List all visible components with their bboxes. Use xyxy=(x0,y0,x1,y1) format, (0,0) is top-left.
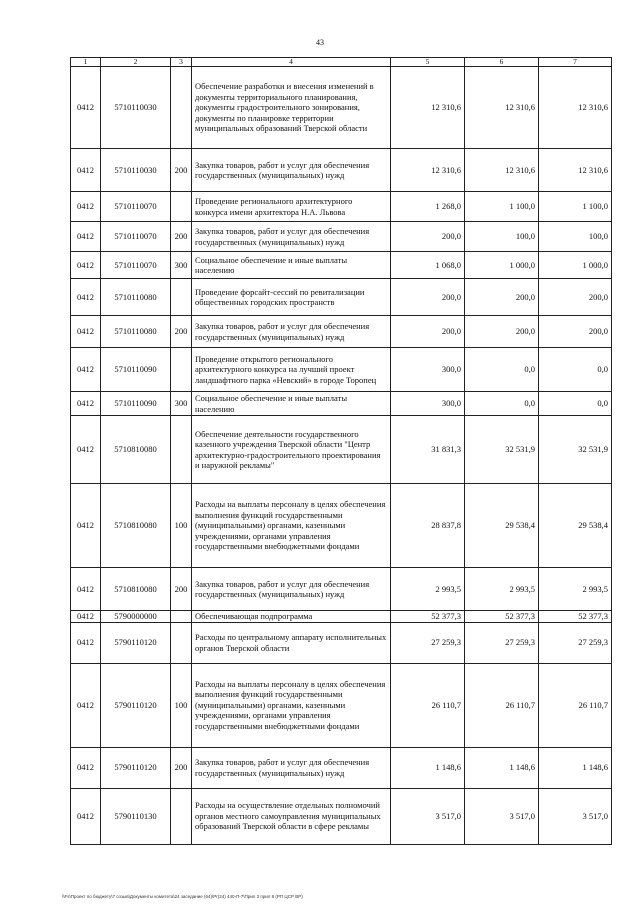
col-header-3: 3 xyxy=(171,58,192,67)
amount-year2-cell: 2 993,5 xyxy=(465,568,539,611)
table-row xyxy=(71,252,612,279)
razdel-code-cell: 0412 xyxy=(71,192,101,222)
budget-table xyxy=(70,57,612,845)
target-article-cell: 5710110030 xyxy=(101,149,171,192)
expense-type-cell xyxy=(171,416,192,484)
target-article-cell: 5710110070 xyxy=(101,252,171,279)
amount-year1-cell: 200,0 xyxy=(391,316,465,348)
amount-year2-cell: 200,0 xyxy=(465,316,539,348)
target-article-cell: 5710110070 xyxy=(101,192,171,222)
amount-year1-cell: 1 268,0 xyxy=(391,192,465,222)
col-header-7: 7 xyxy=(539,58,612,67)
amount-year2-cell: 26 110,7 xyxy=(465,663,539,747)
razdel-code-cell: 0412 xyxy=(71,348,101,392)
table-row xyxy=(71,622,612,663)
expense-type-cell xyxy=(171,788,192,844)
amount-year1-cell: 12 310,6 xyxy=(391,67,465,149)
table-row xyxy=(71,747,612,788)
amount-year2-cell: 100,0 xyxy=(465,222,539,252)
target-article-cell: 5790110120 xyxy=(101,663,171,747)
amount-year3-cell: 2 993,5 xyxy=(539,568,612,611)
item-name-cell: Проведение форсайт-сессий по ревитализации общественных городских пространств xyxy=(192,279,391,316)
table-row xyxy=(71,788,612,844)
target-article-cell: 5710810080 xyxy=(101,484,171,568)
item-name-cell: Расходы на осуществление отдельных полномочий органов местного самоуправления муниципальных образований Тверской области в сфере рекламы xyxy=(192,788,391,844)
table-row xyxy=(71,149,612,192)
item-name-cell: Закупка товаров, работ и услуг для обеспечения государственных (муниципальных) нужд xyxy=(192,149,391,192)
expense-type-cell: 300 xyxy=(171,252,192,279)
table-row xyxy=(71,392,612,416)
table-row xyxy=(71,416,612,484)
item-name-cell: Расходы на выплаты персоналу в целях обеспечения выполнения функций государственными (муниципальными) органами, казенными учреждениями, органами управления государственными внебюджетными фондами xyxy=(192,484,391,568)
table-row xyxy=(71,568,612,611)
table-row xyxy=(71,67,612,149)
col-header-6: 6 xyxy=(465,58,539,67)
expense-type-cell: 100 xyxy=(171,484,192,568)
expense-type-cell xyxy=(171,67,192,149)
col-header-1: 1 xyxy=(71,58,101,67)
target-article-cell: 5710110090 xyxy=(101,348,171,392)
table-row xyxy=(71,279,612,316)
amount-year1-cell: 200,0 xyxy=(391,222,465,252)
expense-type-cell xyxy=(171,192,192,222)
target-article-cell: 5710810080 xyxy=(101,568,171,611)
table-row xyxy=(71,663,612,747)
amount-year2-cell: 32 531,9 xyxy=(465,416,539,484)
amount-year2-cell: 0,0 xyxy=(465,348,539,392)
item-name-cell: Закупка товаров, работ и услуг для обеспечения государственных (муниципальных) нужд xyxy=(192,568,391,611)
item-name-cell: Закупка товаров, работ и услуг для обеспечения государственных (муниципальных) нужд xyxy=(192,222,391,252)
razdel-code-cell: 0412 xyxy=(71,316,101,348)
item-name-cell: Обеспечивающая подпрограмма xyxy=(192,611,391,623)
table-row xyxy=(71,348,612,392)
amount-year3-cell: 12 310,6 xyxy=(539,67,612,149)
amount-year3-cell: 0,0 xyxy=(539,392,612,416)
razdel-code-cell: 0412 xyxy=(71,484,101,568)
amount-year3-cell: 1 100,0 xyxy=(539,192,612,222)
expense-type-cell: 200 xyxy=(171,568,192,611)
amount-year1-cell: 1 068,0 xyxy=(391,252,465,279)
item-name-cell: Социальное обеспечение и иные выплаты населению xyxy=(192,252,391,279)
amount-year1-cell: 200,0 xyxy=(391,279,465,316)
amount-year2-cell: 12 310,6 xyxy=(465,149,539,192)
item-name-cell: Расходы на выплаты персоналу в целях обеспечения выполнения функций государственными (муниципальными) органами, казенными учреждениями, органами управления государственными внебюджетными фондами xyxy=(192,663,391,747)
amount-year3-cell: 200,0 xyxy=(539,316,612,348)
amount-year2-cell: 29 538,4 xyxy=(465,484,539,568)
razdel-code-cell: 0412 xyxy=(71,568,101,611)
razdel-code-cell: 0412 xyxy=(71,279,101,316)
razdel-code-cell: 0412 xyxy=(71,392,101,416)
item-name-cell: Обеспечение разработки и внесения изменений в документы территориального планирования, документы градостроительного зонирования, документы по планировке территории муниципальных образований Тверской области xyxy=(192,67,391,149)
table-row xyxy=(71,316,612,348)
amount-year3-cell: 1 148,6 xyxy=(539,747,612,788)
expense-type-cell xyxy=(171,622,192,663)
item-name-cell: Обеспечение деятельности государственного казенного учреждения Тверской области "Центр архитектурно-градостроительного проектирования и наружной рекламы" xyxy=(192,416,391,484)
table-row xyxy=(71,484,612,568)
amount-year3-cell: 1 000,0 xyxy=(539,252,612,279)
amount-year2-cell: 52 377,3 xyxy=(465,611,539,623)
item-name-cell: Закупка товаров, работ и услуг для обеспечения государственных (муниципальных) нужд xyxy=(192,316,391,348)
amount-year1-cell: 26 110,7 xyxy=(391,663,465,747)
amount-year1-cell: 52 377,3 xyxy=(391,611,465,623)
razdel-code-cell: 0412 xyxy=(71,663,101,747)
item-name-cell: Закупка товаров, работ и услуг для обеспечения государственных (муниципальных) нужд xyxy=(192,747,391,788)
amount-year1-cell: 1 148,6 xyxy=(391,747,465,788)
page-number: 43 xyxy=(316,38,324,47)
amount-year3-cell: 27 259,3 xyxy=(539,622,612,663)
amount-year2-cell: 1 000,0 xyxy=(465,252,539,279)
amount-year1-cell: 12 310,6 xyxy=(391,149,465,192)
target-article-cell: 5710810080 xyxy=(101,416,171,484)
amount-year1-cell: 2 993,5 xyxy=(391,568,465,611)
expense-type-cell: 200 xyxy=(171,222,192,252)
target-article-cell: 5790110120 xyxy=(101,747,171,788)
amount-year1-cell: 300,0 xyxy=(391,348,465,392)
razdel-code-cell: 0412 xyxy=(71,149,101,192)
expense-type-cell xyxy=(171,348,192,392)
amount-year3-cell: 100,0 xyxy=(539,222,612,252)
amount-year3-cell: 26 110,7 xyxy=(539,663,612,747)
amount-year2-cell: 1 148,6 xyxy=(465,747,539,788)
amount-year2-cell: 12 310,6 xyxy=(465,67,539,149)
target-article-cell: 5790110130 xyxy=(101,788,171,844)
amount-year3-cell: 3 517,0 xyxy=(539,788,612,844)
amount-year2-cell: 0,0 xyxy=(465,392,539,416)
target-article-cell: 5790000000 xyxy=(101,611,171,623)
item-name-cell: Расходы по центральному аппарату исполнительных органов Тверской области xyxy=(192,622,391,663)
razdel-code-cell: 0412 xyxy=(71,222,101,252)
table-row xyxy=(71,611,612,623)
amount-year3-cell: 29 538,4 xyxy=(539,484,612,568)
razdel-code-cell: 0412 xyxy=(71,67,101,149)
target-article-cell: 5710110070 xyxy=(101,222,171,252)
expense-type-cell: 200 xyxy=(171,747,192,788)
amount-year1-cell: 3 517,0 xyxy=(391,788,465,844)
col-header-2: 2 xyxy=(101,58,171,67)
document-path-footer: \\Fs\Проект по бюджету\7 созыв\Документы комитета\24 заседание (64)\Pr(24) 440-П-7\Прил 3 прил 8 (РП ЦСР ВР) xyxy=(62,894,303,899)
table-row xyxy=(71,192,612,222)
target-article-cell: 5710110080 xyxy=(101,316,171,348)
amount-year2-cell: 1 100,0 xyxy=(465,192,539,222)
razdel-code-cell: 0412 xyxy=(71,252,101,279)
expense-type-cell xyxy=(171,611,192,623)
amount-year3-cell: 52 377,3 xyxy=(539,611,612,623)
col-header-5: 5 xyxy=(391,58,465,67)
razdel-code-cell: 0412 xyxy=(71,622,101,663)
amount-year3-cell: 32 531,9 xyxy=(539,416,612,484)
expense-type-cell: 100 xyxy=(171,663,192,747)
expense-type-cell: 200 xyxy=(171,316,192,348)
amount-year1-cell: 300,0 xyxy=(391,392,465,416)
amount-year2-cell: 27 259,3 xyxy=(465,622,539,663)
amount-year1-cell: 27 259,3 xyxy=(391,622,465,663)
expense-type-cell: 200 xyxy=(171,149,192,192)
item-name-cell: Проведение регионального архитектурного конкурса имени архитектора Н.А. Львова xyxy=(192,192,391,222)
item-name-cell: Проведение открытого регионального архитектурного конкурса на лучший проект ландшафтного парка «Невский» в городе Торопец xyxy=(192,348,391,392)
amount-year2-cell: 200,0 xyxy=(465,279,539,316)
razdel-code-cell: 0412 xyxy=(71,611,101,623)
target-article-cell: 5710110080 xyxy=(101,279,171,316)
amount-year3-cell: 0,0 xyxy=(539,348,612,392)
amount-year2-cell: 3 517,0 xyxy=(465,788,539,844)
razdel-code-cell: 0412 xyxy=(71,788,101,844)
col-header-4: 4 xyxy=(192,58,391,67)
table-header-row xyxy=(71,58,612,67)
expense-type-cell: 300 xyxy=(171,392,192,416)
razdel-code-cell: 0412 xyxy=(71,747,101,788)
razdel-code-cell: 0412 xyxy=(71,416,101,484)
expense-type-cell xyxy=(171,279,192,316)
amount-year3-cell: 200,0 xyxy=(539,279,612,316)
amount-year1-cell: 28 837,8 xyxy=(391,484,465,568)
amount-year1-cell: 31 831,3 xyxy=(391,416,465,484)
table-row xyxy=(71,222,612,252)
item-name-cell: Социальное обеспечение и иные выплаты населению xyxy=(192,392,391,416)
target-article-cell: 5790110120 xyxy=(101,622,171,663)
target-article-cell: 5710110090 xyxy=(101,392,171,416)
target-article-cell: 5710110030 xyxy=(101,67,171,149)
amount-year3-cell: 12 310,6 xyxy=(539,149,612,192)
